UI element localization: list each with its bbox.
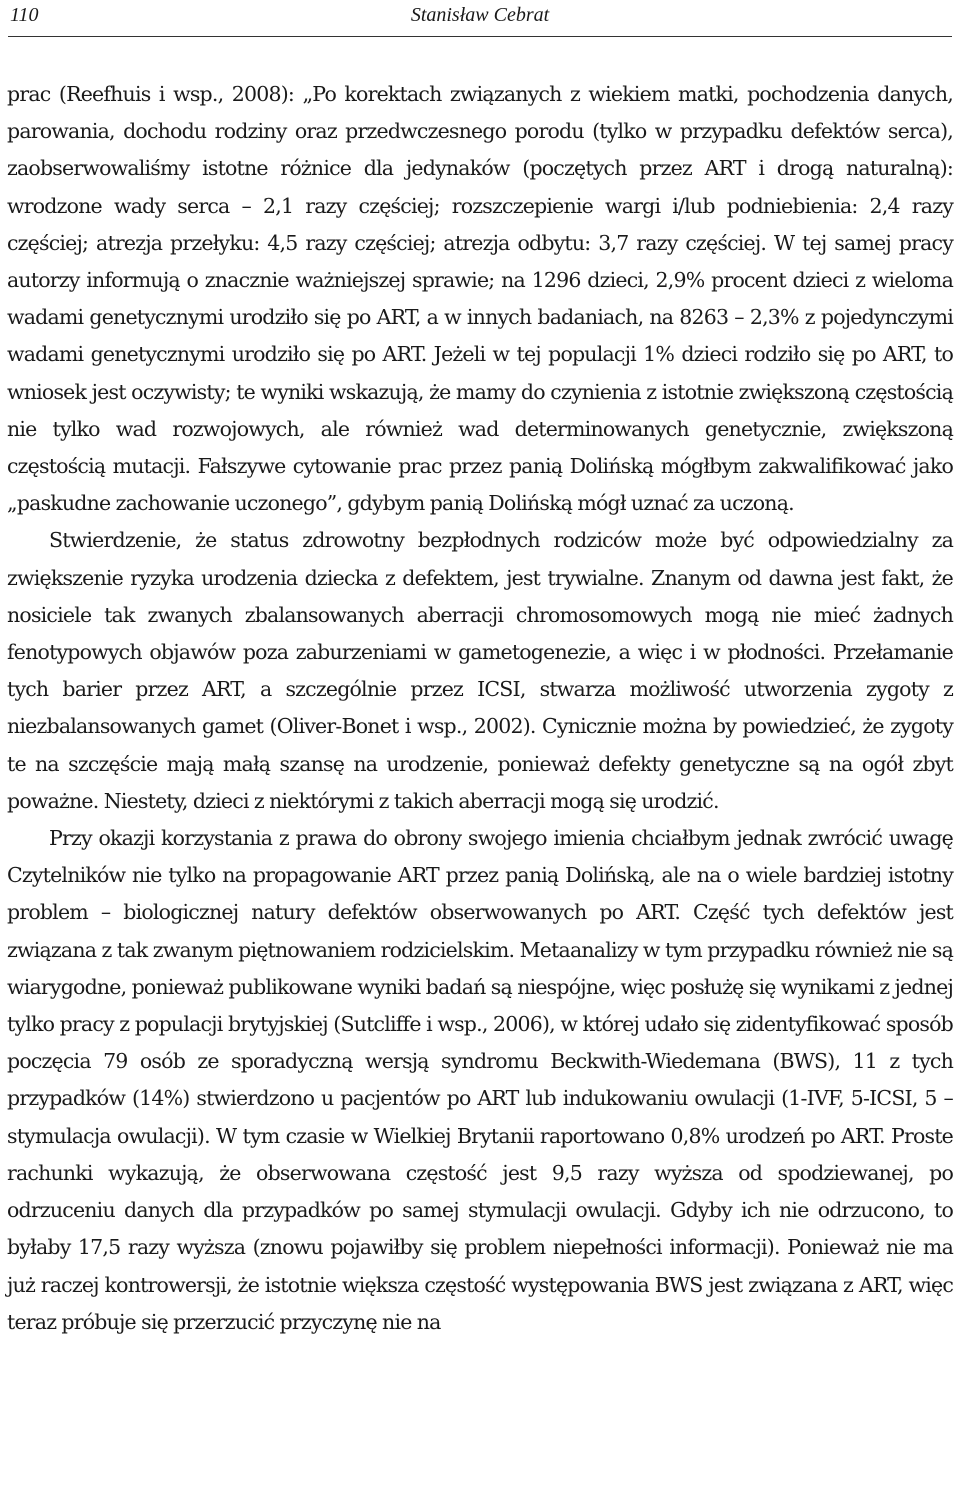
body-text: [7, 76, 953, 1341]
paragraph-2: Stwierdzenie, że status zdrowotny bezpłodnych rodziców może być odpowiedzialny za zwiększenie ryzyka urodzenia dziecka z defektem, jest trywialne. Znanym od dawna jest fakt, że nosiciele tak zwanych zbalansowanych aberracji chromosomowych mogą nie mieć żadnych fenotypowych objawów poza zaburzeniami w gametogenezie, a więc i w płodności. Przełamanie tych barier przez ART, a szczególnie przez ICSI, stwarza możliwość utworzenia zygoty z niezbalansowanych gamet (Oliver-Bonet i wsp., 2002). Cynicznie można by powiedzieć, że zygoty te na szczęście mają małą szansę na urodzenie, ponieważ defekty genetyczne są na ogół zbyt poważne. Niestety, dzieci z niektórymi z takich aberracji mogą się urodzić.: [7, 528, 953, 813]
paragraph-3: Przy okazji korzystania z prawa do obrony swojego imienia chciałbym jednak zwrócić uwagę Czytelników nie tylko na propagowanie ART przez panią Dolińską, ale na o wiele bardziej istotny problem – biologicznej natury defektów obserwowanych po ART. Część tych defektów jest związana z tak zwanym piętnowaniem rodzicielskim. Metaanalizy w tym przypadku również nie są wiarygodne, ponieważ publikowane wyniki badań są niespójne, więc posłużę się wynikami z jednej tylko pracy z populacji brytyjskiej (Sutcliffe i wsp., 2006), w której udało się zidentyfikować sposób poczęcia 79 osób ze sporadyczną wersją syndromu Beckwith-Wiedemana (BWS), 11 z tych przypadków (14%) stwierdzono u pacjentów po ART lub indukowaniu owulacji (1-IVF, 5-ICSI, 5 – stymulacja owulacji). W tym czasie w Wielkiej Brytanii raportowano 0,8% urodzeń po ART. Proste rachunki wykazują, że obserwowana częstość jest 9,5 razy wyższa od spodziewanej, po odrzuceniu danych dla przypadków po samej stymulacji owulacji. Gdyby ich nie odrzucono, to byłaby 17,5 razy wyższa (znowu pojawiłby się problem niepełności informacji). Ponieważ nie ma już raczej kontrowersji, że istotnie większa częstość występowania BWS jest związana z ART, więc teraz próbuje się przerzucić przyczynę nie na: [7, 826, 953, 1334]
running-head-author: Stanisław Cebrat: [410, 4, 550, 26]
paragraph-continuation: prac (Reefhuis i wsp., 2008): „Po korektach związanych z wiekiem matki, pochodzenia danych, parowania, dochodu rodziny oraz przedwczesnego porodu (tylko w przypadku defektów serca), zaobserwowaliśmy istotne różnice dla jedynaków (poczętych przez ART i drogą naturalną): wrodzone wady serca – 2,1 razy częściej; rozszczepienie wargi i/lub podniebienia: 2,4 razy częściej; atrezja przełyku: 4,5 razy częściej; atrezja odbytu: 3,7 razy częściej. W tej samej pracy autorzy informują o znacznie ważniejszej sprawie; na 1296 dzieci, 2,9% procent dzieci z wieloma wadami genetycznymi urodziło się po ART, a w innych badaniach, na 8263 – 2,3% z pojedynczymi wadami genetycznymi urodziło się po ART. Jeżeli w tej populacji 1% dzieci rodziło się po ART, to wniosek jest oczywisty; te wyniki wskazują, że mamy do czynienia z istotnie zwiększoną częstością nie tylko wad rozwojowych, ale również wad determinowanych genetycznie, zwiększoną częstością mutacji. Fałszywe cytowanie prac przez panią Dolińską mógłbym zakwalifikować jako „paskudne zachowanie uczonego”, gdybym panią Dolińską mógł uznać za uczoną.: [7, 82, 953, 516]
running-header: [8, 0, 952, 37]
page-number: 110: [10, 4, 39, 26]
